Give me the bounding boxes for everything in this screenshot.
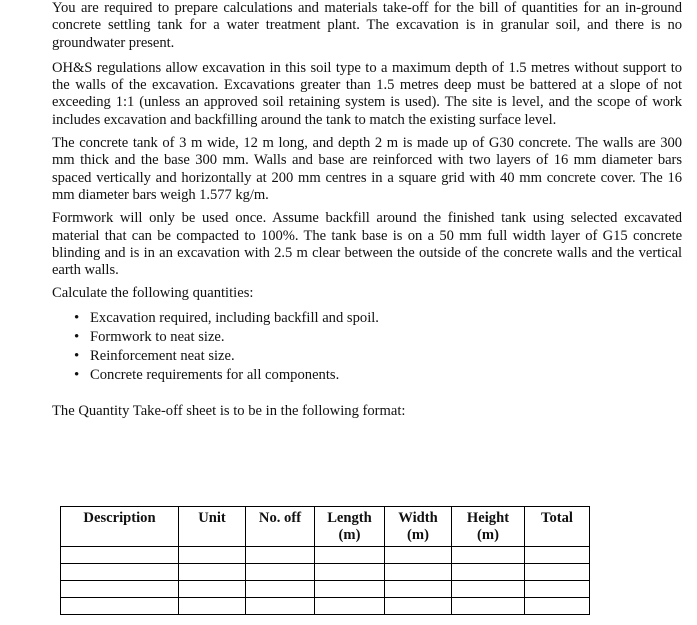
header-unit: Unit — [179, 507, 246, 547]
assignment-document — [52, 0, 682, 437]
table-row — [61, 564, 590, 581]
table-cell — [315, 598, 385, 615]
table-cell — [315, 564, 385, 581]
table-cell — [61, 598, 179, 615]
table-cell — [385, 581, 452, 598]
table-cell — [525, 598, 590, 615]
table-cell — [452, 581, 525, 598]
table-cell — [179, 547, 246, 564]
table-cell — [61, 564, 179, 581]
quantity-list — [52, 309, 682, 385]
ohs-paragraph: OH&S regulations allow excavation in this soil type to a maximum depth of 1.5 metres without support to the walls of the excavation. Excavations greater than 1.5 metres deep must be battered at a slope of not exceeding 1:1 (unless an approved soil retaining system is used). The site is level, and the scope of work includes excavation and backfilling around the tank to match the existing surface level. — [52, 59, 682, 128]
list-item: • Reinforcement neat size. — [90, 347, 682, 366]
table-cell — [452, 547, 525, 564]
quantity-takeoff-table — [60, 506, 590, 615]
table-cell — [61, 581, 179, 598]
table-cell — [246, 547, 315, 564]
header-width-unit: (m) — [407, 527, 429, 543]
format-heading: The Quantity Take-off sheet is to be in the following format: — [52, 402, 406, 419]
header-width: Width (m) — [385, 507, 452, 547]
list-item: • Formwork to neat size. — [90, 328, 682, 347]
table-cell — [452, 564, 525, 581]
table-cell — [61, 547, 179, 564]
table-cell — [452, 598, 525, 615]
list-item: • Concrete requirements for all components. — [90, 366, 682, 385]
header-length: Length (m) — [315, 507, 385, 547]
header-height-unit: (m) — [477, 527, 499, 543]
table-cell — [179, 564, 246, 581]
table-cell — [525, 564, 590, 581]
header-height: Height (m) — [452, 507, 525, 547]
table-cell — [315, 581, 385, 598]
header-total: Total — [525, 507, 590, 547]
table-header-row — [61, 507, 590, 547]
table-cell — [385, 547, 452, 564]
list-item: • Excavation required, including backfill and spoil. — [90, 309, 682, 328]
table-cell — [525, 547, 590, 564]
header-no-off: No. off — [246, 507, 315, 547]
table-cell — [525, 581, 590, 598]
table-cell — [179, 598, 246, 615]
formwork-paragraph: Formwork will only be used once. Assume backfill around the finished tank using selected excavated material that can be compacted to 100%. The tank base is on a 50 mm full width layer of G15 concrete blinding and is in an excavation with 2.5 m clear between the outside of the concrete walls and the vertical earth walls. — [52, 210, 682, 279]
table-cell — [179, 581, 246, 598]
table-cell — [315, 547, 385, 564]
intro-paragraph: You are required to prepare calculations and materials take-off for the bill of quantities for an in-ground concrete settling tank for a water treatment plant. The excavation is in granular soil, and there is no groundwater present. — [52, 0, 682, 51]
table-cell — [246, 598, 315, 615]
calculation-heading: Calculate the following quantities: — [52, 285, 254, 302]
tank-spec-paragraph: The concrete tank of 3 m wide, 12 m long, and depth 2 m is made up of G30 concrete. The walls are 300 mm thick and the base 300 mm. Walls and base are reinforced with two layers of 16 mm diameter bars spaced vertically and horizontally at 200 mm centres in a square grid with 40 mm concrete cover. The 16 mm diameter bars weigh 1.577 kg/m. — [52, 135, 682, 203]
table-cell — [246, 581, 315, 598]
table-cell — [246, 564, 315, 581]
table-row — [61, 581, 590, 598]
table-row — [61, 598, 590, 615]
header-description: Description — [61, 507, 179, 547]
table-row — [61, 547, 590, 564]
table-cell — [385, 598, 452, 615]
header-length-unit: (m) — [338, 527, 361, 543]
table-cell — [385, 564, 452, 581]
